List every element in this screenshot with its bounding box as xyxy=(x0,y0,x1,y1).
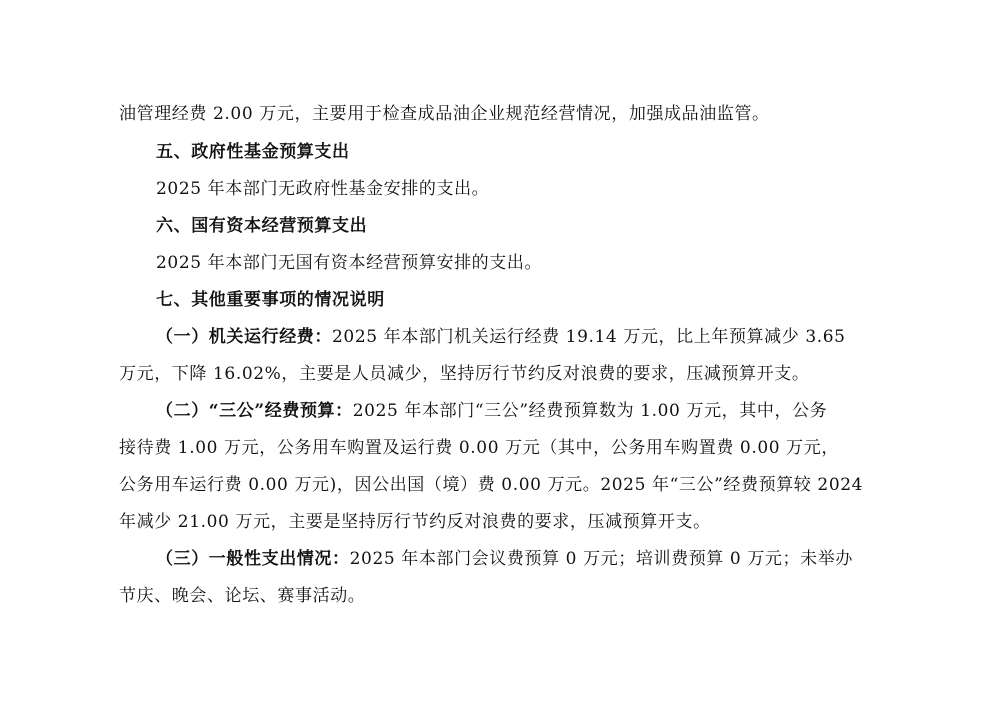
item-2-first-line xyxy=(156,399,827,423)
body-text: 2025 年本部门无政府性基金安排的支出。 xyxy=(156,179,490,199)
item-2-lead: （二）“三公”经费预算： xyxy=(156,401,353,421)
item-3-second-line xyxy=(119,584,365,608)
body-text: 2025 年本部门会议费预算 0 万元；培训费预算 0 万元；未举办 xyxy=(349,549,853,569)
item-2-fourth-line xyxy=(119,510,711,534)
item-3-first-line xyxy=(156,547,853,571)
heading-text: 五、政府性基金预算支出 xyxy=(156,142,350,162)
item-3-lead: （三）一般性支出情况： xyxy=(156,549,350,569)
heading-text: 六、国有资本经营预算支出 xyxy=(156,216,368,236)
heading-text: 七、其他重要事项的情况说明 xyxy=(156,290,385,310)
body-text: 2025 年本部门“三公”经费预算数为 1.00 万元，其中，公务 xyxy=(352,401,828,421)
body-text: 公务用车运行费 0.00 万元)，因公出国（境）费 0.00 万元。2025 年“三公”经费预算较 2024 xyxy=(119,475,864,495)
body-line-continuation xyxy=(119,102,770,126)
item-2-second-line xyxy=(119,436,839,460)
body-text: 万元，下降 16.02%，主要是人员减少，坚持厉行节约反对浪费的要求，压减预算开支。 xyxy=(119,364,810,384)
body-text: 2025 年本部门无国有资本经营预算安排的支出。 xyxy=(156,253,543,273)
section-5-paragraph xyxy=(156,177,489,201)
body-text: 油管理经费 2.00 万元，主要用于检查成品油企业规范经营情况，加强成品油监管。 xyxy=(119,104,770,124)
body-text: 节庆、晚会、论坛、赛事活动。 xyxy=(119,586,366,606)
item-1-first-line xyxy=(156,325,846,349)
item-2-third-line xyxy=(119,473,863,497)
body-text: 2025 年本部门机关运行经费 19.14 万元，比上年预算减少 3.65 xyxy=(332,327,846,347)
item-1-lead: （一）机关运行经费： xyxy=(156,327,332,347)
section-6-paragraph xyxy=(156,251,542,275)
section-heading-5 xyxy=(156,140,350,164)
item-1-second-line xyxy=(119,362,809,386)
body-text: 接待费 1.00 万元，公务用车购置及运行费 0.00 万元（其中，公务用车购置费 0.00 万元， xyxy=(119,438,839,458)
section-heading-7 xyxy=(156,288,385,312)
section-heading-6 xyxy=(156,214,367,238)
body-text: 年减少 21.00 万元，主要是坚持厉行节约反对浪费的要求，压减预算开支。 xyxy=(119,512,711,532)
